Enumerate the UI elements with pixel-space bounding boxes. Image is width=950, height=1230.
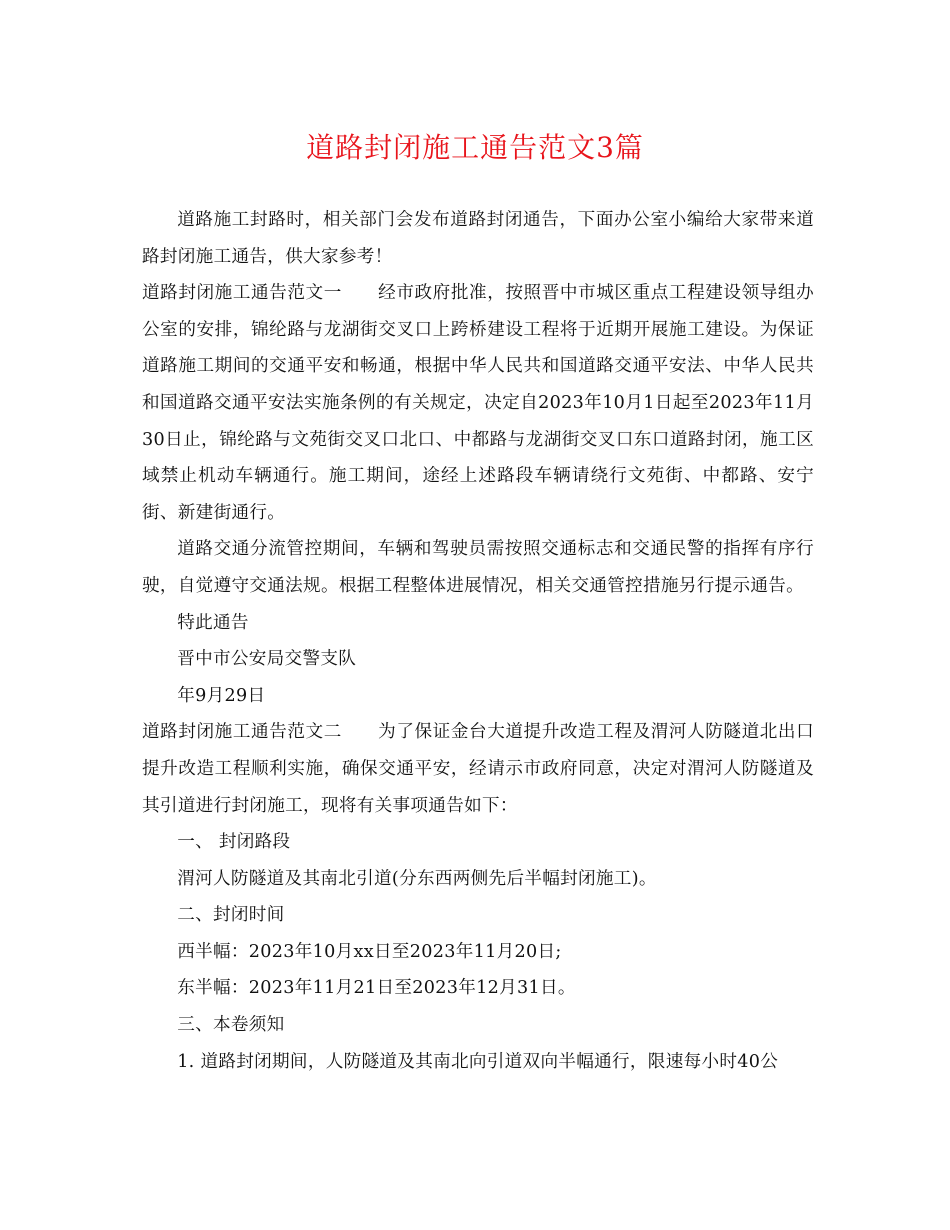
notice-item-1: 1. 道路封闭期间，人防隧道及其南北向引道双向半幅通行，限速每小时40公: [177, 1051, 779, 1072]
document-title: 道路封闭施工通告范文3篇: [306, 131, 644, 164]
notice1-paragraph-2: 道路交通分流管控期间，车辆和驾驶员需按照交通标志和交通民警的指挥有序行驶，自觉遵守交通法规。根据工程整体进展情况，相关交通管控措施另行提示通告。: [142, 539, 814, 596]
section1-title: 一、 封闭路段: [177, 832, 291, 853]
notice1-heading: 道路封闭施工通告范文一: [142, 283, 342, 304]
notice2-body: 为了保证金台大道提升改造工程及渭河人防隧道北出口提升改造工程顺利实施，确保交通平安，经请示市政府同意，决定对渭河人防隧道及其引道进行封闭施工，现将有关事项通告如下：: [142, 722, 814, 816]
section2-title: 二、封闭时间: [177, 905, 285, 926]
intro-paragraph: 道路施工封路时，相关部门会发布道路封闭通告，下面办公室小编给大家带来道路封闭施工通告，供大家参考！: [142, 210, 814, 267]
section1-text: 渭河人防隧道及其南北引道(分东西两侧先后半幅封闭施工)。: [177, 868, 657, 889]
document-body: [142, 202, 814, 1080]
notice1-body: 经市政府批准，按照晋中市城区重点工程建设领导组办公室的安排，锦纶路与龙湖街交叉口上跨桥建设工程将于近期开展施工建设。为保证道路施工期间的交通平安和畅通，根据中华人民共和国道路交通平安法、中华人民共和国道路交通平安法实施条例的有关规定，决定自2023年10月1日起至2023年11月30日止，锦纶路与文苑街交叉口北口、中都路与龙湖街交叉口东口道路封闭，施工区域禁止机动车辆通行。施工期间，途经上述路段车辆请绕行文苑街、中都路、安宁街、新建街通行。: [142, 283, 814, 523]
east-half-period: 东半幅：2023年11月21日至2023年12月31日。: [177, 978, 576, 999]
notice2-paragraph: [142, 714, 814, 824]
section3-title: 三、本卷须知: [177, 1015, 285, 1036]
west-half-period: 西半幅：2023年10月xx日至2023年11月20日;: [177, 941, 562, 962]
notice2-heading: 道路封闭施工通告范文二: [142, 722, 342, 743]
notice1-date: 年9月29日: [177, 685, 266, 706]
notice1-signature: 晋中市公安局交警支队: [177, 649, 357, 670]
notice1-paragraph: [142, 275, 814, 531]
notice1-closing: 特此通告: [177, 612, 249, 633]
